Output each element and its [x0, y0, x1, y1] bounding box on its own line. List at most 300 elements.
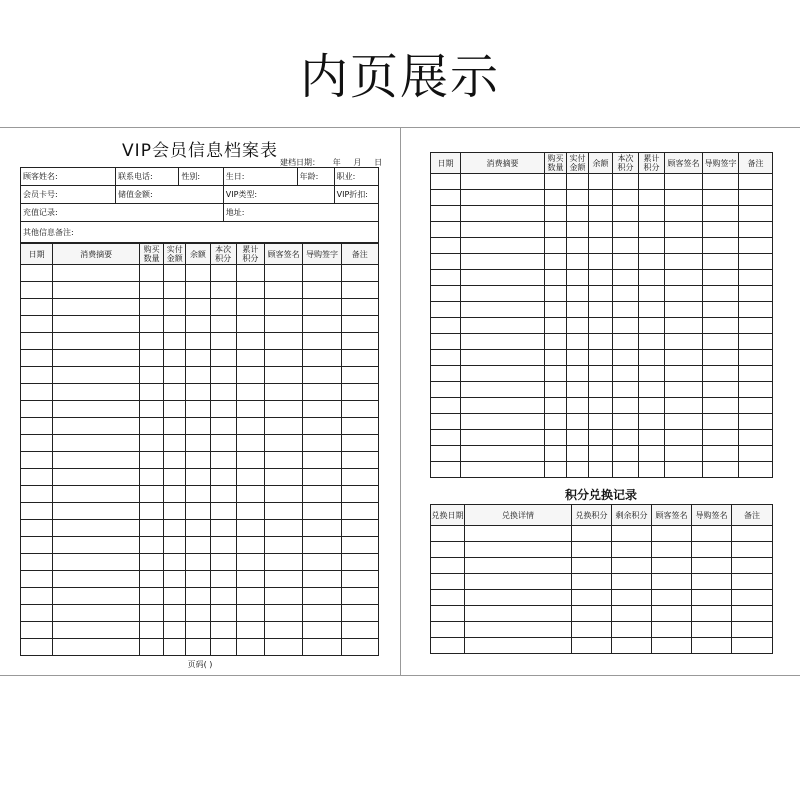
right-consumption-cell[interactable]: [739, 318, 773, 334]
right-consumption-cell[interactable]: [567, 238, 589, 254]
right-consumption-cell[interactable]: [461, 286, 545, 302]
right-consumption-cell[interactable]: [589, 334, 613, 350]
left-consumption-cell[interactable]: [164, 605, 186, 622]
right-consumption-cell[interactable]: [461, 430, 545, 446]
left-consumption-cell[interactable]: [341, 537, 378, 554]
right-consumption-cell[interactable]: [739, 222, 773, 238]
right-consumption-cell[interactable]: [703, 174, 739, 190]
right-consumption-cell[interactable]: [665, 334, 703, 350]
left-consumption-cell[interactable]: [139, 401, 163, 418]
right-consumption-cell[interactable]: [589, 318, 613, 334]
right-consumption-cell[interactable]: [739, 286, 773, 302]
right-consumption-cell[interactable]: [739, 382, 773, 398]
right-consumption-cell[interactable]: [613, 286, 639, 302]
left-consumption-cell[interactable]: [53, 503, 140, 520]
points-exchange-cell[interactable]: [612, 558, 652, 574]
left-consumption-cell[interactable]: [21, 333, 53, 350]
left-consumption-cell[interactable]: [264, 588, 302, 605]
left-consumption-cell[interactable]: [341, 554, 378, 571]
left-consumption-cell[interactable]: [264, 605, 302, 622]
left-consumption-cell[interactable]: [186, 554, 210, 571]
right-consumption-cell[interactable]: [639, 350, 665, 366]
left-consumption-cell[interactable]: [210, 588, 236, 605]
points-exchange-cell[interactable]: [572, 606, 612, 622]
right-consumption-cell[interactable]: [589, 302, 613, 318]
right-consumption-cell[interactable]: [545, 174, 567, 190]
points-exchange-cell[interactable]: [692, 638, 732, 654]
member-info-field[interactable]: 储值金额:: [116, 186, 224, 204]
left-consumption-cell[interactable]: [164, 367, 186, 384]
left-consumption-cell[interactable]: [303, 503, 341, 520]
right-consumption-cell[interactable]: [589, 382, 613, 398]
points-exchange-cell[interactable]: [732, 542, 773, 558]
points-exchange-cell[interactable]: [692, 590, 732, 606]
right-consumption-cell[interactable]: [639, 366, 665, 382]
left-consumption-cell[interactable]: [164, 316, 186, 333]
left-consumption-cell[interactable]: [264, 265, 302, 282]
points-exchange-cell[interactable]: [652, 542, 692, 558]
left-consumption-cell[interactable]: [186, 333, 210, 350]
left-consumption-cell[interactable]: [341, 435, 378, 452]
left-consumption-cell[interactable]: [53, 605, 140, 622]
left-consumption-cell[interactable]: [236, 435, 264, 452]
left-consumption-cell[interactable]: [21, 537, 53, 554]
points-exchange-cell[interactable]: [572, 638, 612, 654]
right-consumption-cell[interactable]: [739, 254, 773, 270]
left-consumption-cell[interactable]: [264, 418, 302, 435]
left-consumption-cell[interactable]: [236, 367, 264, 384]
left-consumption-cell[interactable]: [236, 503, 264, 520]
right-consumption-cell[interactable]: [703, 398, 739, 414]
right-consumption-cell[interactable]: [567, 270, 589, 286]
left-consumption-cell[interactable]: [21, 401, 53, 418]
left-consumption-cell[interactable]: [341, 588, 378, 605]
right-consumption-cell[interactable]: [639, 174, 665, 190]
left-consumption-cell[interactable]: [164, 537, 186, 554]
left-consumption-cell[interactable]: [303, 554, 341, 571]
left-consumption-cell[interactable]: [53, 384, 140, 401]
points-exchange-cell[interactable]: [572, 558, 612, 574]
left-consumption-cell[interactable]: [21, 622, 53, 639]
right-consumption-cell[interactable]: [545, 366, 567, 382]
left-consumption-cell[interactable]: [21, 605, 53, 622]
left-consumption-cell[interactable]: [303, 486, 341, 503]
right-consumption-cell[interactable]: [703, 366, 739, 382]
right-consumption-cell[interactable]: [639, 462, 665, 478]
right-consumption-cell[interactable]: [739, 174, 773, 190]
right-consumption-cell[interactable]: [613, 414, 639, 430]
right-consumption-cell[interactable]: [567, 462, 589, 478]
right-consumption-cell[interactable]: [739, 350, 773, 366]
left-consumption-cell[interactable]: [186, 265, 210, 282]
points-exchange-cell[interactable]: [431, 606, 465, 622]
left-consumption-cell[interactable]: [264, 622, 302, 639]
left-consumption-cell[interactable]: [303, 537, 341, 554]
left-consumption-cell[interactable]: [236, 639, 264, 656]
left-consumption-cell[interactable]: [264, 639, 302, 656]
left-consumption-cell[interactable]: [139, 418, 163, 435]
left-consumption-cell[interactable]: [303, 333, 341, 350]
left-consumption-cell[interactable]: [164, 554, 186, 571]
left-consumption-cell[interactable]: [53, 469, 140, 486]
left-consumption-cell[interactable]: [21, 520, 53, 537]
right-consumption-cell[interactable]: [567, 334, 589, 350]
member-info-field[interactable]: 顾客姓名:: [21, 168, 116, 186]
left-consumption-cell[interactable]: [53, 537, 140, 554]
left-consumption-cell[interactable]: [210, 452, 236, 469]
points-exchange-cell[interactable]: [612, 542, 652, 558]
left-consumption-cell[interactable]: [303, 639, 341, 656]
right-consumption-cell[interactable]: [461, 398, 545, 414]
right-consumption-cell[interactable]: [461, 414, 545, 430]
member-info-field[interactable]: 联系电话:: [116, 168, 179, 186]
right-consumption-cell[interactable]: [567, 382, 589, 398]
right-consumption-cell[interactable]: [665, 318, 703, 334]
points-exchange-cell[interactable]: [431, 542, 465, 558]
left-consumption-cell[interactable]: [53, 299, 140, 316]
left-consumption-cell[interactable]: [210, 384, 236, 401]
right-consumption-cell[interactable]: [545, 414, 567, 430]
right-consumption-cell[interactable]: [665, 238, 703, 254]
right-consumption-cell[interactable]: [461, 190, 545, 206]
left-consumption-cell[interactable]: [139, 486, 163, 503]
right-consumption-cell[interactable]: [639, 286, 665, 302]
left-consumption-cell[interactable]: [264, 282, 302, 299]
left-consumption-cell[interactable]: [186, 469, 210, 486]
left-consumption-cell[interactable]: [210, 554, 236, 571]
left-consumption-cell[interactable]: [139, 622, 163, 639]
right-consumption-cell[interactable]: [545, 446, 567, 462]
left-consumption-cell[interactable]: [164, 622, 186, 639]
right-consumption-cell[interactable]: [639, 398, 665, 414]
left-consumption-cell[interactable]: [139, 639, 163, 656]
points-exchange-cell[interactable]: [652, 590, 692, 606]
right-consumption-cell[interactable]: [545, 462, 567, 478]
right-consumption-cell[interactable]: [545, 302, 567, 318]
member-info-field[interactable]: VIP类型:: [223, 186, 334, 204]
left-consumption-cell[interactable]: [303, 401, 341, 418]
points-exchange-cell[interactable]: [431, 638, 465, 654]
left-consumption-cell[interactable]: [264, 299, 302, 316]
right-consumption-cell[interactable]: [665, 462, 703, 478]
left-consumption-cell[interactable]: [53, 316, 140, 333]
left-consumption-cell[interactable]: [21, 554, 53, 571]
right-consumption-cell[interactable]: [613, 206, 639, 222]
points-exchange-cell[interactable]: [692, 606, 732, 622]
right-consumption-cell[interactable]: [665, 414, 703, 430]
right-consumption-cell[interactable]: [639, 238, 665, 254]
right-consumption-cell[interactable]: [703, 190, 739, 206]
left-consumption-cell[interactable]: [53, 401, 140, 418]
right-consumption-cell[interactable]: [589, 190, 613, 206]
right-consumption-cell[interactable]: [703, 270, 739, 286]
left-consumption-cell[interactable]: [139, 333, 163, 350]
right-consumption-cell[interactable]: [613, 382, 639, 398]
right-consumption-cell[interactable]: [739, 462, 773, 478]
right-consumption-cell[interactable]: [567, 206, 589, 222]
left-consumption-cell[interactable]: [341, 333, 378, 350]
left-consumption-cell[interactable]: [164, 503, 186, 520]
right-consumption-cell[interactable]: [545, 222, 567, 238]
member-info-field[interactable]: 其他信息备注:: [21, 222, 379, 243]
right-consumption-cell[interactable]: [613, 190, 639, 206]
left-consumption-cell[interactable]: [303, 299, 341, 316]
points-exchange-cell[interactable]: [652, 526, 692, 542]
points-exchange-cell[interactable]: [692, 558, 732, 574]
left-consumption-cell[interactable]: [236, 571, 264, 588]
left-consumption-cell[interactable]: [236, 299, 264, 316]
right-consumption-cell[interactable]: [639, 414, 665, 430]
right-consumption-cell[interactable]: [739, 430, 773, 446]
right-consumption-cell[interactable]: [567, 430, 589, 446]
left-consumption-cell[interactable]: [21, 316, 53, 333]
left-consumption-cell[interactable]: [186, 418, 210, 435]
points-exchange-cell[interactable]: [465, 542, 572, 558]
left-consumption-cell[interactable]: [210, 418, 236, 435]
left-consumption-cell[interactable]: [164, 452, 186, 469]
left-consumption-cell[interactable]: [264, 554, 302, 571]
points-exchange-cell[interactable]: [652, 558, 692, 574]
points-exchange-cell[interactable]: [612, 574, 652, 590]
left-consumption-cell[interactable]: [236, 605, 264, 622]
right-consumption-cell[interactable]: [613, 366, 639, 382]
right-consumption-cell[interactable]: [567, 350, 589, 366]
points-exchange-cell[interactable]: [572, 590, 612, 606]
left-consumption-cell[interactable]: [53, 520, 140, 537]
left-consumption-cell[interactable]: [236, 384, 264, 401]
right-consumption-cell[interactable]: [461, 350, 545, 366]
points-exchange-cell[interactable]: [465, 558, 572, 574]
left-consumption-cell[interactable]: [210, 265, 236, 282]
left-consumption-cell[interactable]: [139, 554, 163, 571]
left-consumption-cell[interactable]: [236, 265, 264, 282]
right-consumption-cell[interactable]: [613, 302, 639, 318]
right-consumption-cell[interactable]: [589, 446, 613, 462]
right-consumption-cell[interactable]: [589, 174, 613, 190]
right-consumption-cell[interactable]: [545, 350, 567, 366]
left-consumption-cell[interactable]: [236, 486, 264, 503]
right-consumption-cell[interactable]: [461, 206, 545, 222]
left-consumption-cell[interactable]: [303, 605, 341, 622]
right-consumption-cell[interactable]: [545, 270, 567, 286]
left-consumption-cell[interactable]: [341, 265, 378, 282]
left-consumption-cell[interactable]: [139, 367, 163, 384]
right-consumption-cell[interactable]: [545, 254, 567, 270]
points-exchange-cell[interactable]: [431, 526, 465, 542]
left-consumption-cell[interactable]: [164, 588, 186, 605]
right-consumption-cell[interactable]: [545, 318, 567, 334]
left-consumption-cell[interactable]: [164, 384, 186, 401]
left-consumption-cell[interactable]: [264, 384, 302, 401]
left-consumption-cell[interactable]: [236, 333, 264, 350]
member-info-field[interactable]: 年龄:: [297, 168, 334, 186]
right-consumption-cell[interactable]: [589, 366, 613, 382]
points-exchange-cell[interactable]: [612, 638, 652, 654]
right-consumption-cell[interactable]: [567, 254, 589, 270]
left-consumption-cell[interactable]: [341, 622, 378, 639]
right-consumption-cell[interactable]: [431, 462, 461, 478]
left-consumption-cell[interactable]: [264, 401, 302, 418]
right-consumption-cell[interactable]: [431, 318, 461, 334]
left-consumption-cell[interactable]: [210, 622, 236, 639]
right-consumption-cell[interactable]: [589, 270, 613, 286]
left-consumption-cell[interactable]: [139, 299, 163, 316]
right-consumption-cell[interactable]: [639, 254, 665, 270]
left-consumption-cell[interactable]: [21, 299, 53, 316]
right-consumption-cell[interactable]: [703, 206, 739, 222]
left-consumption-cell[interactable]: [53, 571, 140, 588]
points-exchange-cell[interactable]: [572, 574, 612, 590]
right-consumption-cell[interactable]: [665, 302, 703, 318]
left-consumption-cell[interactable]: [236, 622, 264, 639]
left-consumption-cell[interactable]: [21, 571, 53, 588]
right-consumption-cell[interactable]: [431, 174, 461, 190]
right-consumption-cell[interactable]: [567, 190, 589, 206]
left-consumption-cell[interactable]: [341, 486, 378, 503]
right-consumption-cell[interactable]: [665, 382, 703, 398]
right-consumption-cell[interactable]: [431, 350, 461, 366]
right-consumption-cell[interactable]: [739, 206, 773, 222]
member-info-field[interactable]: 地址:: [223, 204, 378, 222]
right-consumption-cell[interactable]: [461, 254, 545, 270]
right-consumption-cell[interactable]: [589, 238, 613, 254]
left-consumption-cell[interactable]: [164, 469, 186, 486]
left-consumption-cell[interactable]: [264, 486, 302, 503]
left-consumption-cell[interactable]: [264, 316, 302, 333]
left-consumption-cell[interactable]: [53, 265, 140, 282]
points-exchange-cell[interactable]: [612, 526, 652, 542]
points-exchange-cell[interactable]: [431, 558, 465, 574]
left-consumption-cell[interactable]: [264, 367, 302, 384]
points-exchange-cell[interactable]: [652, 622, 692, 638]
right-consumption-cell[interactable]: [589, 206, 613, 222]
left-consumption-cell[interactable]: [186, 282, 210, 299]
left-consumption-cell[interactable]: [210, 401, 236, 418]
left-consumption-cell[interactable]: [21, 384, 53, 401]
left-consumption-cell[interactable]: [236, 537, 264, 554]
left-consumption-cell[interactable]: [164, 571, 186, 588]
left-consumption-cell[interactable]: [236, 350, 264, 367]
points-exchange-cell[interactable]: [692, 574, 732, 590]
left-consumption-cell[interactable]: [21, 452, 53, 469]
points-exchange-cell[interactable]: [732, 638, 773, 654]
left-consumption-cell[interactable]: [53, 367, 140, 384]
left-consumption-cell[interactable]: [139, 316, 163, 333]
left-consumption-cell[interactable]: [21, 639, 53, 656]
left-consumption-cell[interactable]: [21, 265, 53, 282]
member-info-field[interactable]: 生日:: [223, 168, 297, 186]
right-consumption-cell[interactable]: [703, 222, 739, 238]
right-consumption-cell[interactable]: [567, 302, 589, 318]
left-consumption-cell[interactable]: [341, 469, 378, 486]
right-consumption-cell[interactable]: [589, 462, 613, 478]
right-consumption-cell[interactable]: [739, 270, 773, 286]
right-consumption-cell[interactable]: [703, 254, 739, 270]
points-exchange-cell[interactable]: [465, 606, 572, 622]
points-exchange-cell[interactable]: [465, 574, 572, 590]
left-consumption-cell[interactable]: [21, 350, 53, 367]
left-consumption-cell[interactable]: [264, 333, 302, 350]
points-exchange-cell[interactable]: [612, 622, 652, 638]
left-consumption-cell[interactable]: [186, 316, 210, 333]
right-consumption-cell[interactable]: [639, 190, 665, 206]
left-consumption-cell[interactable]: [303, 571, 341, 588]
right-consumption-cell[interactable]: [613, 174, 639, 190]
left-consumption-cell[interactable]: [186, 605, 210, 622]
left-consumption-cell[interactable]: [341, 418, 378, 435]
right-consumption-cell[interactable]: [613, 254, 639, 270]
left-consumption-cell[interactable]: [139, 384, 163, 401]
left-consumption-cell[interactable]: [303, 367, 341, 384]
right-consumption-cell[interactable]: [589, 398, 613, 414]
left-consumption-cell[interactable]: [264, 571, 302, 588]
right-consumption-cell[interactable]: [461, 382, 545, 398]
left-consumption-cell[interactable]: [341, 282, 378, 299]
right-consumption-cell[interactable]: [567, 174, 589, 190]
right-consumption-cell[interactable]: [461, 446, 545, 462]
left-consumption-cell[interactable]: [164, 639, 186, 656]
left-consumption-cell[interactable]: [210, 299, 236, 316]
left-consumption-cell[interactable]: [236, 418, 264, 435]
right-consumption-cell[interactable]: [665, 430, 703, 446]
points-exchange-cell[interactable]: [465, 526, 572, 542]
left-consumption-cell[interactable]: [341, 503, 378, 520]
left-consumption-cell[interactable]: [264, 350, 302, 367]
right-consumption-cell[interactable]: [431, 206, 461, 222]
left-consumption-cell[interactable]: [21, 469, 53, 486]
right-consumption-cell[interactable]: [639, 318, 665, 334]
right-consumption-cell[interactable]: [739, 190, 773, 206]
left-consumption-cell[interactable]: [164, 418, 186, 435]
right-consumption-cell[interactable]: [461, 334, 545, 350]
right-consumption-cell[interactable]: [665, 286, 703, 302]
left-consumption-cell[interactable]: [303, 384, 341, 401]
right-consumption-cell[interactable]: [703, 238, 739, 254]
left-consumption-cell[interactable]: [236, 588, 264, 605]
right-consumption-cell[interactable]: [739, 446, 773, 462]
left-consumption-cell[interactable]: [236, 452, 264, 469]
left-consumption-cell[interactable]: [210, 639, 236, 656]
points-exchange-cell[interactable]: [732, 622, 773, 638]
right-consumption-cell[interactable]: [431, 286, 461, 302]
right-consumption-cell[interactable]: [461, 318, 545, 334]
right-consumption-cell[interactable]: [431, 190, 461, 206]
left-consumption-cell[interactable]: [341, 384, 378, 401]
left-consumption-cell[interactable]: [210, 486, 236, 503]
left-consumption-cell[interactable]: [21, 367, 53, 384]
left-consumption-cell[interactable]: [210, 503, 236, 520]
left-consumption-cell[interactable]: [210, 282, 236, 299]
left-consumption-cell[interactable]: [303, 452, 341, 469]
right-consumption-cell[interactable]: [545, 238, 567, 254]
left-consumption-cell[interactable]: [264, 537, 302, 554]
left-consumption-cell[interactable]: [53, 418, 140, 435]
right-consumption-cell[interactable]: [431, 398, 461, 414]
points-exchange-cell[interactable]: [652, 574, 692, 590]
left-consumption-cell[interactable]: [341, 520, 378, 537]
right-consumption-cell[interactable]: [665, 190, 703, 206]
right-consumption-cell[interactable]: [461, 302, 545, 318]
left-consumption-cell[interactable]: [341, 452, 378, 469]
right-consumption-cell[interactable]: [665, 366, 703, 382]
left-consumption-cell[interactable]: [186, 367, 210, 384]
right-consumption-cell[interactable]: [461, 366, 545, 382]
points-exchange-cell[interactable]: [431, 574, 465, 590]
left-consumption-cell[interactable]: [264, 520, 302, 537]
left-consumption-cell[interactable]: [341, 316, 378, 333]
left-consumption-cell[interactable]: [236, 469, 264, 486]
left-consumption-cell[interactable]: [186, 452, 210, 469]
